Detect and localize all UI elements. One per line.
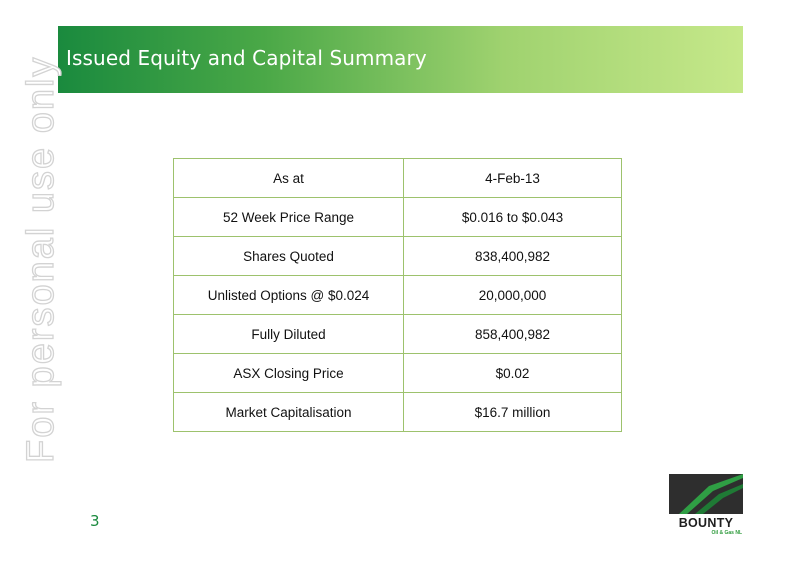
table-cell-value: $0.016 to $0.043 <box>403 198 621 237</box>
table-cell-value: $0.02 <box>403 354 621 393</box>
watermark-text: For personal use only <box>20 55 62 463</box>
table-row <box>174 237 622 276</box>
table-row <box>174 159 622 198</box>
table-row <box>174 393 622 432</box>
table-cell-label: As at <box>174 159 404 198</box>
table-cell-value: 858,400,982 <box>403 315 621 354</box>
table-cell-label: Unlisted Options @ $0.024 <box>174 276 404 315</box>
table-row <box>174 198 622 237</box>
table-row <box>174 315 622 354</box>
bounty-logo <box>669 474 743 537</box>
table-cell-value: 838,400,982 <box>403 237 621 276</box>
table-cell-label: Market Capitalisation <box>174 393 404 432</box>
table-cell-label: Shares Quoted <box>174 237 404 276</box>
table-row <box>174 276 622 315</box>
logo-subtitle: Oil & Gas NL <box>711 530 742 536</box>
capital-summary-table <box>173 158 622 432</box>
table-cell-value: 20,000,000 <box>403 276 621 315</box>
table-cell-value: 4-Feb-13 <box>403 159 621 198</box>
slide-title: Issued Equity and Capital Summary <box>66 46 427 70</box>
table-cell-label: 52 Week Price Range <box>174 198 404 237</box>
table-cell-label: Fully Diluted <box>174 315 404 354</box>
page-number: 3 <box>90 512 100 530</box>
table-row <box>174 354 622 393</box>
logo-wordmark: BOUNTY <box>678 516 734 530</box>
table-cell-value: $16.7 million <box>403 393 621 432</box>
logo-mark-icon <box>669 474 743 514</box>
table-cell-label: ASX Closing Price <box>174 354 404 393</box>
